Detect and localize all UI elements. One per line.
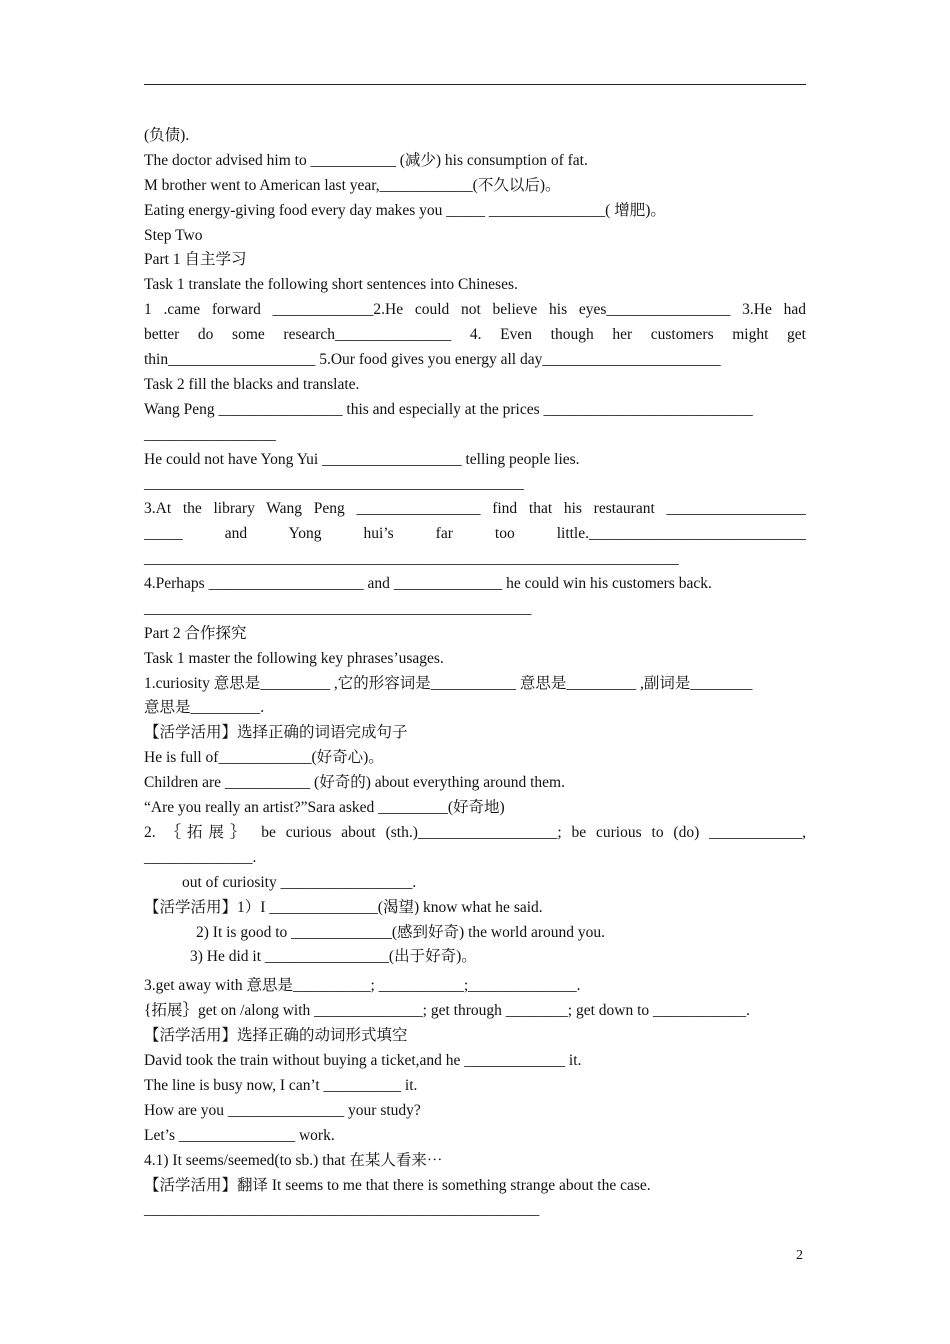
text-line: Wang Peng ________________ this and especially at the prices ___________________________: [144, 400, 753, 418]
header-rule: [144, 84, 806, 85]
text-line: 4.1) It seems/seemed(to sb.) that 在某人看来⋯: [144, 1151, 443, 1169]
text-line: 3.get away with 意思是__________; ___________;______________.: [144, 977, 581, 995]
text-line: 1 .came forward _____________2.He could not believe his eyes________________ 3.He had: [144, 301, 806, 319]
text-line: out of curiosity _________________.: [182, 873, 417, 891]
text-line: 意思是_________.: [144, 699, 265, 717]
text-line: He is full of____________(好奇心)。: [144, 749, 384, 767]
section-heading: Step Two: [144, 226, 203, 244]
exercise-heading: 【活学活用】选择正确的动词形式填空: [144, 1027, 408, 1045]
text-line: 1.curiosity 意思是_________ ,它的形容词是___________ 意思是_________ ,副词是________: [144, 674, 753, 692]
text-line: David took the train without buying a ticket,and he _____________ it.: [144, 1052, 582, 1070]
text-line: {拓展｝get on /along with ______________; get through ________; get down to ____________.: [144, 1002, 750, 1020]
text-line: _____ and Yong hui’s far too little.____________________________: [144, 525, 806, 543]
answer-blank: _________________________________________________: [144, 475, 524, 493]
text-line: Eating energy-giving food every day makes you _____ _______________( 增肥)。: [144, 201, 666, 219]
task-heading: Task 1 master the following key phrases’usages.: [144, 649, 444, 667]
answer-blank: __________________________________________________: [144, 599, 532, 617]
text-line: How are you _______________ your study?: [144, 1101, 421, 1119]
text-line: ______________.: [144, 848, 257, 866]
worksheet-body: [144, 124, 806, 1223]
text-line: Children are ___________ (好奇的) about everything around them.: [144, 774, 565, 792]
text-line: (负债).: [144, 127, 190, 144]
text-line: 2) It is good to _____________(感到好奇) the world around you.: [196, 923, 605, 941]
answer-blank: _____________________________________________________________________: [144, 550, 679, 568]
text-line: M brother went to American last year,____________(不久以后)。: [144, 176, 561, 194]
exercise-heading: 【活学活用】翻译 It seems to me that there is something strange about the case.: [144, 1176, 651, 1194]
page-number: 2: [796, 1248, 803, 1263]
exercise-heading: 【活学活用】选择正确的词语完成句子: [144, 724, 408, 742]
text-line: The doctor advised him to ___________ (减少) his consumption of fat.: [144, 151, 588, 169]
text-line: He could not have Yong Yui __________________ telling people lies.: [144, 450, 580, 468]
text-line: 4.Perhaps ____________________ and ______________ he could win his customers back.: [144, 575, 712, 593]
task-heading: Task 2 fill the blacks and translate.: [144, 375, 360, 393]
text-line: Let’s _______________ work.: [144, 1126, 335, 1144]
text-line: “Are you really an artist?”Sara asked _________(好奇地): [144, 799, 505, 817]
text-line: 3.At the library Wang Peng ________________ find that his restaurant __________________: [144, 500, 806, 518]
section-heading: Part 2 合作探究: [144, 624, 247, 642]
text-line: The line is busy now, I can’t __________ it.: [144, 1076, 418, 1094]
answer-blank: ___________________________________________________: [144, 1201, 540, 1219]
text-line: 2. ｛拓展｝ be curious about (sth.)__________________; be curious to (do) ____________,: [144, 823, 806, 841]
task-heading: Task 1 translate the following short sentences into Chineses.: [144, 276, 518, 294]
text-line: 3) He did it ________________(出于好奇)。: [190, 948, 477, 966]
text-line: thin___________________ 5.Our food gives you energy all day_______________________: [144, 351, 721, 369]
section-heading: Part 1 自主学习: [144, 251, 247, 269]
text-line: better do some research_______________ 4. Even though her customers might get: [144, 326, 806, 344]
answer-blank: _________________: [144, 425, 276, 443]
exercise-heading: 【活学活用】1）I ______________(渴望) know what he said.: [144, 898, 543, 916]
